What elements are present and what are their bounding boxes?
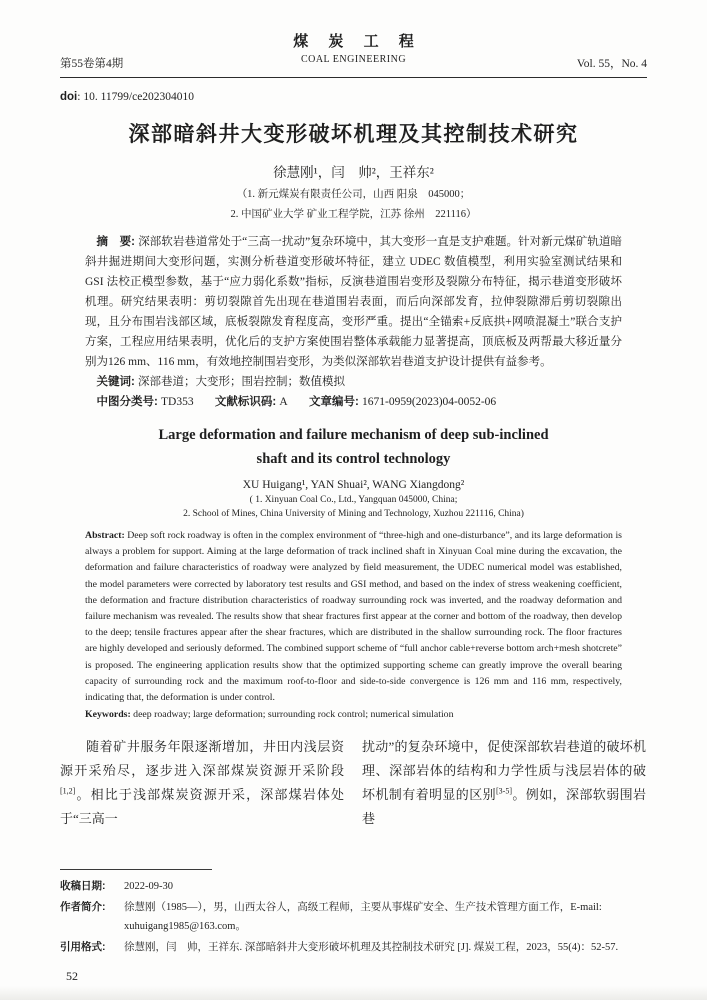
article-title-en (60, 423, 647, 471)
doi-label: doi (60, 91, 78, 103)
abstract-label-en: Abstract: (85, 530, 128, 541)
received-label: 收稿日期: (60, 880, 106, 892)
body-paragraph-right (362, 735, 646, 831)
footnote-received (60, 877, 652, 896)
footnote-section (0, 869, 707, 1000)
affiliation-en-2: 2. School of Mines, China University of Mining and Technology, Xuzhou 221116, China) (183, 509, 524, 519)
doc-code-group (215, 396, 288, 408)
abstract-cn (85, 232, 622, 372)
citation-label: 引用格式: (60, 941, 106, 953)
affiliation-en-1: ( 1. Xinyuan Coal Co., Ltd., Yangquan 045000, China; (249, 495, 458, 505)
keywords-cn-line (85, 372, 622, 392)
journal-name-en: COAL ENGINEERING (300, 54, 407, 65)
keywords-en-line (85, 707, 622, 723)
journal-name-cn: 煤 炭 工 程 (293, 33, 422, 50)
keywords-text-cn: 深部巷道；大变形；围岩控制；数值模拟 (138, 376, 346, 388)
authors-en: XU Huigang¹, YAN Shuai², WANG Xiangdong² (242, 479, 465, 491)
citation-value: 徐慧刚，闫 帅，王祥东. 深部暗斜井大变形破坏机理及其控制技术研究 [J]. 煤炭工程，2023，55(4)：52-57. (124, 942, 619, 953)
article-id-value: 1671-0959(2023)04-0052-06 (362, 396, 497, 408)
abstract-en (85, 528, 622, 706)
article-id-group (309, 396, 496, 408)
doc-code-label: 文献标识码: (214, 396, 280, 408)
abstract-text-en: Deep soft rock roadway is often in the complex environment of “three-high and one-disturbance”, and its large deformation is always a problem for support. Aiming at the large deformation of track inclined shaft in Xinyuan Coal mine during the excavation, the deformation and failure characteristics of roadway were analyzed by field measurement, the UDEC numerical model was established, the model parameters were corrected by laboratory test results and GSI method, and based on the index of stress weakening coefficient, the deformation and fracture distribution characteristics of roadway surrounding rock was inverted, and the roadway deformation and failure mechanism was revealed. The results show that shear fractures first appear at the corner and bottom of the roadway, then develop to the deep; tensile fractures appear after the shear fractures, which are distributed in the shallow surrounding rock. The floor fractures are highly developed and seriously deformed. The combined support scheme of “full anchor cable+reverse bottom arch+mesh shotcrete” is proposed. The engineering application results show that the optimized supporting scheme can greatly improve the overall bearing capacity of surrounding rock and the maximum roof-to-floor and side-to-side convergence is 126 mm and 116 mm, respectively, indicating that, the deformation is under control. (85, 530, 622, 704)
abstract-text-cn: 深部软岩巷道常处于“三高一扰动”复杂环境中，其大变形一直是支护难题。针对新元煤矿轨道暗斜井掘进期间大变形问题，实测分析巷道变形破坏特征，建立 UDEC 数值模型，利用实验室测试结果和 GSI 法校正模型参数，基于“应力弱化系数”指标，反演巷道围岩变形及裂隙分布特征，揭示巷道变形破坏机理。研究结果表明：剪切裂隙首先出现在巷道围岩表面，而后向深部发育，拉伸裂隙滞后剪切裂隙出现，且分布围岩浅部区域，底板裂隙发育程度高，变形严重。提出“全锚索+反底拱+网喷混凝土”联合支护方案，工程应用结果表明，优化后的支护方案使围岩整体承载能力显著提高，顶底板及两帮最大移近量分别为126 mm、116 mm，有效地控制围岩变形，为类似深部软岩巷道支护设计提供有益参考。 (85, 236, 622, 368)
keywords-label-en: Keywords: (85, 709, 134, 721)
article-id-label: 文章编号: (309, 396, 363, 408)
header-rule (60, 77, 647, 78)
body-text: 随着矿井服务年限逐渐增加，井田内浅层资源开采殆尽，逐步进入深部煤炭资源开采阶段 (60, 739, 344, 779)
footnote-citation (60, 938, 652, 957)
title-en-line1: Large deformation and failure mechanism of deep sub-inclined (158, 427, 549, 443)
abstract-label-cn: 摘 要: (96, 236, 139, 248)
body-text: 。相比于浅部煤炭资源开采，深部煤岩体处于“三高一 (60, 787, 344, 827)
footnote-rule (60, 869, 212, 870)
article-title-cn: 深部暗斜井大变形破坏机理及其控制技术研究 (128, 123, 579, 146)
authors-cn: 徐慧刚¹，闫 帅²，王祥东² (273, 165, 434, 180)
journal-header (60, 30, 647, 78)
clc-label: 中图分类号: (96, 396, 162, 408)
body-text: 。例如，深部软弱围岩巷 (362, 787, 646, 827)
volume-issue-cn: 第55卷第4期 (60, 58, 124, 70)
body-column-left (60, 735, 344, 831)
doc-code-value: A (279, 396, 288, 408)
body-columns (60, 735, 647, 831)
keywords-label-cn: 关键词: (96, 376, 139, 388)
biography-label: 作者简介: (60, 901, 106, 913)
affiliation-cn-1: （1. 新元煤炭有限责任公司，山西 阳泉 045000； (236, 189, 471, 200)
doi-value: : 10. 11799/ce202304010 (77, 91, 195, 103)
received-value: 2022-09-30 (124, 881, 173, 892)
body-text: 扰动”的复杂环境中，促使深部软岩巷道的破坏机理、深部岩体的结构和力学性质与浅层岩体的破坏机制有着明显的区别 (362, 739, 646, 803)
reference-marker: [3-5] (496, 787, 512, 797)
biography-value: 徐慧刚（1985—），男，山西太谷人，高级工程师，主要从事煤矿安全、生产技术管理方面工作，E-mail: xuhuigang1985@163.com。 (124, 902, 602, 932)
clc-group (97, 396, 194, 408)
title-en-line2: shaft and its control technology (256, 451, 451, 467)
classification-line (85, 392, 622, 412)
clc-value: TD353 (161, 396, 194, 408)
doi-line (60, 91, 647, 103)
affiliation-cn-2: 2. 中国矿业大学 矿业工程学院，江苏 徐州 221116） (230, 209, 477, 220)
reference-marker: [1,2] (60, 787, 76, 797)
page-number: 52 (66, 969, 78, 983)
footnote-biography (60, 898, 652, 936)
journal-info-row (60, 54, 647, 70)
keywords-text-en: deep roadway; large deformation; surrounding rock control; numerical simulation (133, 709, 454, 721)
body-column-right (362, 735, 646, 831)
volume-issue-en: Vol. 55，No. 4 (576, 58, 647, 70)
body-paragraph-left (60, 735, 344, 831)
